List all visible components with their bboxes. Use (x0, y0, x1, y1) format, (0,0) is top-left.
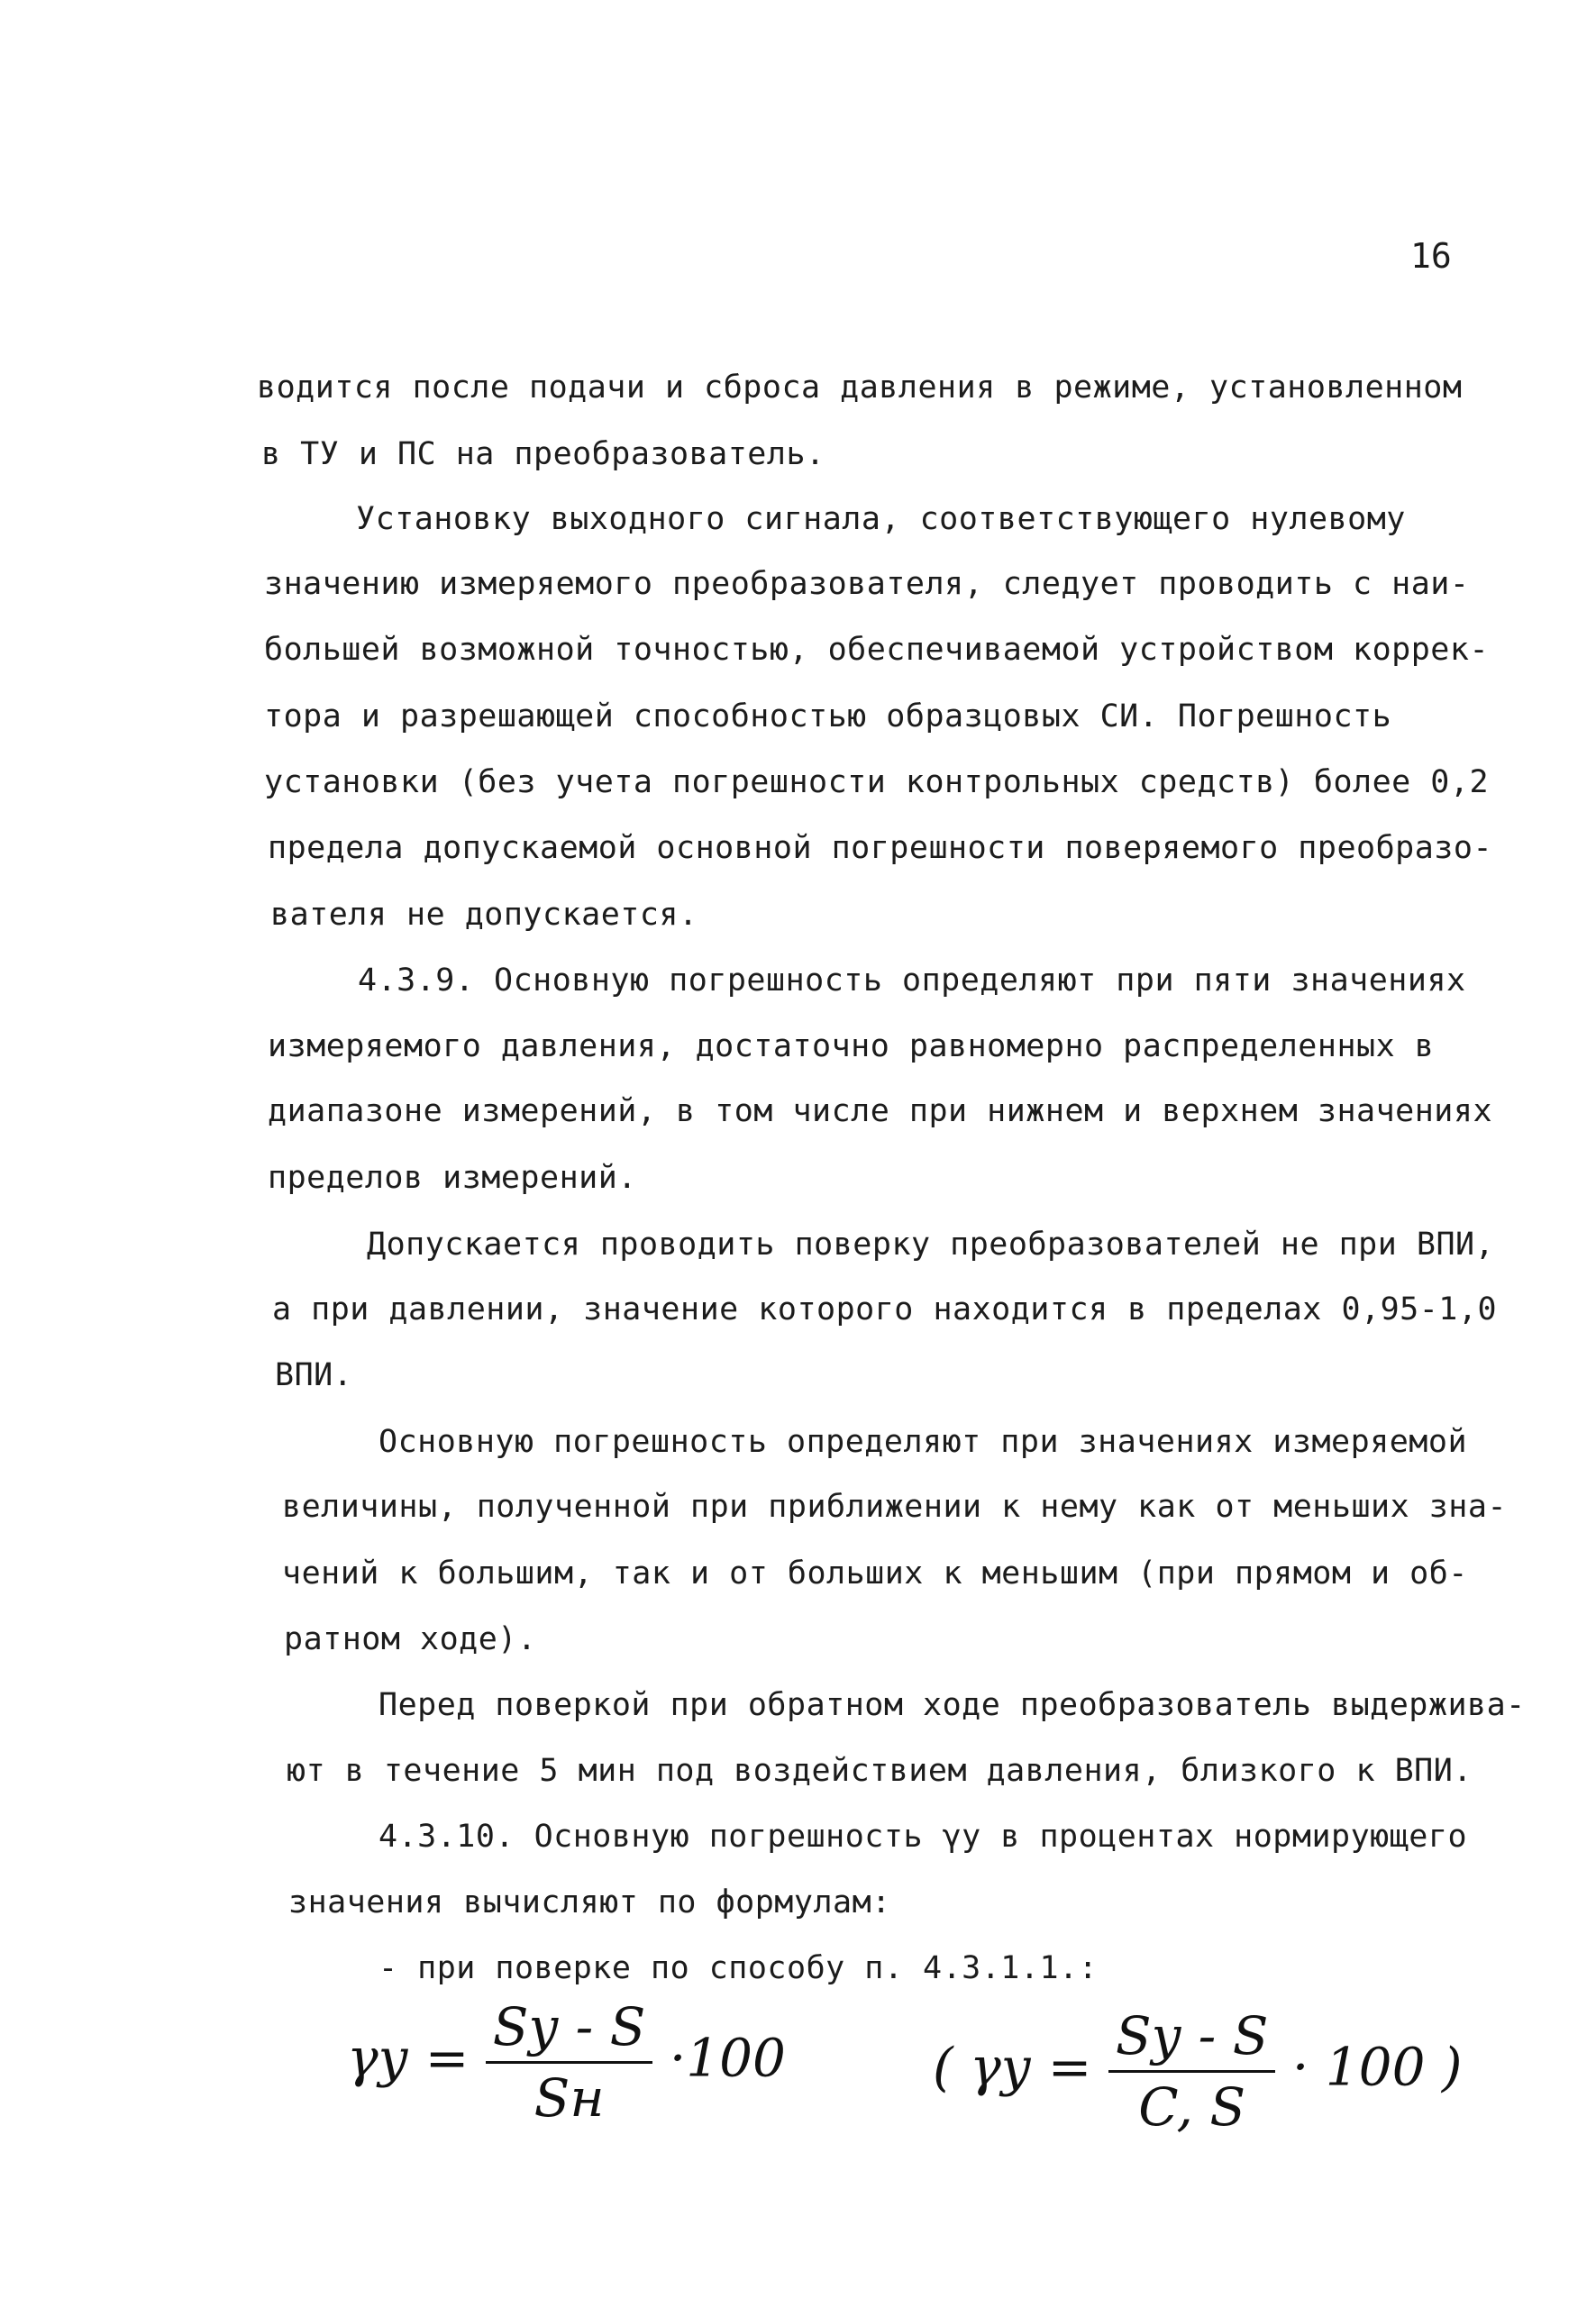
text-line: измеряемого давления, достаточно равномерно распределенных в (268, 1028, 1435, 1064)
formula-lhs: ( γу = (933, 2036, 1092, 2098)
text-line: Перед поверкой при обратном ходе преобразователь выдержива- (378, 1687, 1526, 1723)
text-line: вателя не допускается. (270, 897, 698, 933)
formula-tail: ·100 (669, 2027, 786, 2089)
text-line: Допускается проводить поверку преобразователей не при ВПИ, (367, 1227, 1495, 1263)
formula-alternative (933, 2005, 1463, 2138)
formula-numerator: Sу - S (1108, 2005, 1276, 2073)
text-line: значения вычисляют по формулам: (288, 1884, 891, 1920)
text-line: величины, полученной при приближении к нему как от меньших зна- (282, 1489, 1508, 1525)
text-line: предела допускаемой основной погрешности поверяемого преобразо- (268, 830, 1493, 866)
text-line: чений к большим, так и от больших к меньшим (при прямом и об- (282, 1555, 1468, 1592)
formula-fraction (486, 1996, 653, 2129)
formula-fraction (1108, 2005, 1276, 2138)
text-line: 4.3.9. Основную погрешность определяют при пяти значениях (358, 962, 1466, 999)
formula-denominator: C, S (1138, 2076, 1246, 2138)
text-line: в ТУ и ПС на преобразователь. (261, 436, 825, 472)
text-line: - при поверке по способу п. 4.3.1.1.: (378, 1950, 1099, 1986)
text-line: тора и разрешающей способностью образцовых СИ. Погрешность (264, 698, 1392, 734)
formula-numerator: Sу - S (486, 1996, 653, 2064)
text-line: Установку выходного сигнала, соответствующего нулевому (356, 501, 1406, 537)
formula-denominator: Sн (534, 2067, 605, 2129)
text-line: водится после подачи и сброса давления в режиме, установленном (257, 369, 1463, 406)
text-line: большей возможной точностью, обеспечиваемой устройством коррек- (264, 632, 1490, 668)
text-line: ратном ходе). (284, 1621, 537, 1657)
text-line: пределов измерений. (268, 1160, 637, 1196)
text-line: 4.3.10. Основную погрешность γу в процентах нормирующего (378, 1819, 1468, 1855)
text-line: значению измеряемого преобразователя, следует проводить с наи- (264, 566, 1470, 602)
page-number: 16 (1410, 236, 1452, 276)
formula-main (347, 1996, 786, 2129)
text-line: а при давлении, значение которого находится в пределах 0,95-1,0 (272, 1291, 1498, 1327)
text-line: Основную погрешность определяют при значениях измеряемой (378, 1424, 1468, 1460)
text-line: ВПИ. (275, 1357, 353, 1393)
text-line: диапазоне измерений, в том числе при нижнем и верхнем значениях (268, 1093, 1493, 1129)
formula-lhs: γу = (347, 2027, 470, 2089)
text-line: установки (без учета погрешности контрольных средств) более 0,2 (264, 764, 1490, 800)
formula-tail: · 100 ) (1291, 2036, 1463, 2098)
text-line: ют в течение 5 мин под воздействием давления, близкого к ВПИ. (287, 1753, 1473, 1789)
